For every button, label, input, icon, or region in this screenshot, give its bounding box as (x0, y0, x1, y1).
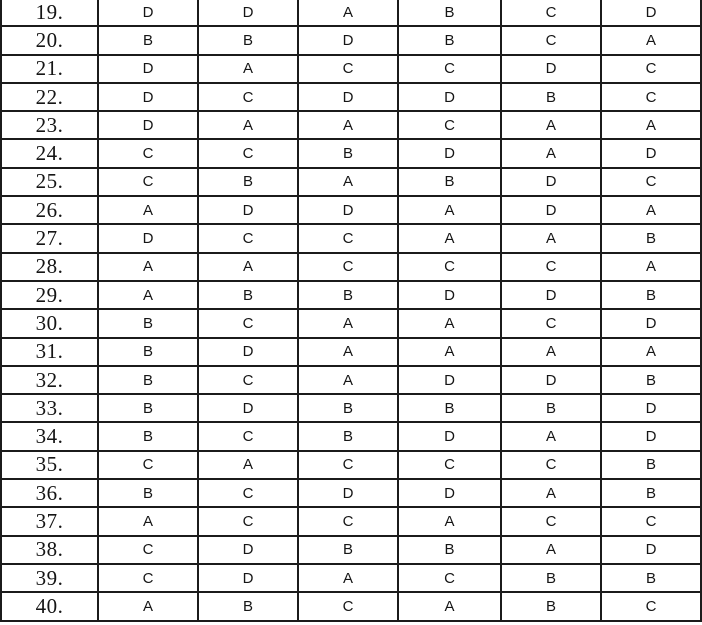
table-row (1, 253, 701, 281)
answer-cell: A (398, 338, 501, 366)
table-row (1, 507, 701, 535)
answer-cell: D (501, 168, 601, 196)
answer-cell: A (398, 196, 501, 224)
answer-cell: B (601, 564, 701, 592)
answer-cell: C (298, 224, 398, 252)
answer-table-body (1, 0, 701, 621)
answer-cell: D (501, 196, 601, 224)
table-row (1, 0, 701, 26)
question-number: 40. (1, 592, 98, 620)
table-row (1, 111, 701, 139)
answer-cell: B (601, 281, 701, 309)
answer-cell: B (198, 168, 298, 196)
answer-cell: A (198, 451, 298, 479)
answer-cell: B (98, 26, 198, 54)
answer-cell: D (98, 55, 198, 83)
answer-cell: A (398, 224, 501, 252)
table-row (1, 26, 701, 54)
answer-cell: C (198, 224, 298, 252)
answer-cell: D (601, 139, 701, 167)
answer-cell: D (601, 309, 701, 337)
answer-cell: C (198, 507, 298, 535)
answer-cell: A (98, 507, 198, 535)
answer-cell: D (298, 26, 398, 54)
answer-cell: A (398, 309, 501, 337)
answer-cell: A (98, 253, 198, 281)
table-row (1, 281, 701, 309)
answer-cell: C (501, 507, 601, 535)
table-row (1, 536, 701, 564)
question-number: 31. (1, 338, 98, 366)
answer-cell: D (501, 366, 601, 394)
table-row (1, 451, 701, 479)
answer-cell: A (601, 26, 701, 54)
question-number: 35. (1, 451, 98, 479)
answer-cell: A (298, 564, 398, 592)
answer-cell: B (298, 394, 398, 422)
answer-cell: A (298, 111, 398, 139)
answer-cell: D (398, 366, 501, 394)
answer-cell: A (298, 338, 398, 366)
question-number: 21. (1, 55, 98, 83)
answer-cell: C (601, 592, 701, 620)
answer-cell: A (601, 338, 701, 366)
question-number: 33. (1, 394, 98, 422)
answer-cell: C (198, 479, 298, 507)
answer-cell: A (501, 338, 601, 366)
answer-cell: D (601, 422, 701, 450)
question-number: 24. (1, 139, 98, 167)
answer-cell: D (98, 83, 198, 111)
question-number: 22. (1, 83, 98, 111)
answer-cell: A (501, 422, 601, 450)
answer-cell: B (601, 479, 701, 507)
answer-cell: B (398, 26, 501, 54)
answer-cell: C (501, 0, 601, 26)
answer-cell: A (501, 536, 601, 564)
answer-cell: D (601, 0, 701, 26)
answer-cell: D (98, 224, 198, 252)
answer-cell: C (398, 55, 501, 83)
answer-cell: C (601, 55, 701, 83)
answer-cell: A (601, 253, 701, 281)
table-row (1, 224, 701, 252)
answer-cell: A (298, 168, 398, 196)
table-row (1, 83, 701, 111)
answer-cell: D (198, 338, 298, 366)
question-number: 27. (1, 224, 98, 252)
answer-cell: C (398, 564, 501, 592)
table-row (1, 139, 701, 167)
answer-cell: A (601, 111, 701, 139)
answer-cell: C (198, 83, 298, 111)
answer-cell: C (398, 253, 501, 281)
answer-cell: D (601, 536, 701, 564)
answer-cell: B (98, 422, 198, 450)
answer-cell: C (98, 564, 198, 592)
table-row (1, 366, 701, 394)
answer-cell: B (398, 536, 501, 564)
question-number: 29. (1, 281, 98, 309)
answer-cell: C (298, 507, 398, 535)
answer-cell: C (398, 451, 501, 479)
answer-cell: B (298, 139, 398, 167)
answer-cell: C (501, 253, 601, 281)
table-row (1, 309, 701, 337)
table-row (1, 168, 701, 196)
answer-cell: C (601, 168, 701, 196)
answer-cell: D (601, 394, 701, 422)
answer-cell: D (298, 83, 398, 111)
question-number: 34. (1, 422, 98, 450)
answer-cell: B (501, 564, 601, 592)
answer-cell: A (198, 253, 298, 281)
question-number: 23. (1, 111, 98, 139)
answer-cell: D (198, 0, 298, 26)
answer-cell: C (501, 26, 601, 54)
answer-cell: C (198, 422, 298, 450)
answer-cell: C (501, 309, 601, 337)
answer-cell: D (501, 281, 601, 309)
answer-cell: C (98, 139, 198, 167)
answer-cell: A (298, 366, 398, 394)
answer-cell: D (398, 281, 501, 309)
table-row (1, 196, 701, 224)
question-number: 32. (1, 366, 98, 394)
table-row (1, 338, 701, 366)
answer-cell: D (298, 196, 398, 224)
answer-cell: C (98, 168, 198, 196)
question-number: 36. (1, 479, 98, 507)
answer-cell: D (198, 536, 298, 564)
question-number: 37. (1, 507, 98, 535)
answer-cell: A (501, 111, 601, 139)
table-row (1, 479, 701, 507)
answer-cell: B (98, 394, 198, 422)
answer-cell: C (601, 507, 701, 535)
question-number: 38. (1, 536, 98, 564)
answer-cell: C (198, 309, 298, 337)
answer-cell: D (198, 394, 298, 422)
answer-cell: B (601, 451, 701, 479)
answer-cell: D (98, 111, 198, 139)
answer-cell: B (298, 281, 398, 309)
answer-cell: D (98, 0, 198, 26)
answer-cell: D (398, 83, 501, 111)
answer-cell: C (398, 111, 501, 139)
answer-cell: C (298, 55, 398, 83)
answer-cell: A (198, 111, 298, 139)
question-number: 39. (1, 564, 98, 592)
answer-cell: A (601, 196, 701, 224)
answer-cell: C (198, 139, 298, 167)
answer-cell: C (298, 451, 398, 479)
answer-cell: D (501, 55, 601, 83)
answer-cell: A (501, 139, 601, 167)
answer-cell: A (98, 281, 198, 309)
question-number: 26. (1, 196, 98, 224)
answer-cell: D (198, 196, 298, 224)
answer-cell: B (98, 309, 198, 337)
question-number: 19. (1, 0, 98, 26)
answer-cell: C (501, 451, 601, 479)
answer-cell: B (198, 592, 298, 620)
answer-cell: B (501, 592, 601, 620)
answer-cell: A (501, 224, 601, 252)
answer-cell: D (398, 139, 501, 167)
answer-cell: C (98, 536, 198, 564)
answer-cell: A (298, 0, 398, 26)
answer-cell: A (398, 507, 501, 535)
answer-cell: B (398, 0, 501, 26)
answer-cell: D (398, 479, 501, 507)
answer-cell: B (501, 83, 601, 111)
answer-cell: C (198, 366, 298, 394)
answer-cell: C (298, 253, 398, 281)
answer-cell: C (298, 592, 398, 620)
answer-cell: D (198, 564, 298, 592)
answer-cell: A (398, 592, 501, 620)
answer-cell: B (98, 338, 198, 366)
question-number: 25. (1, 168, 98, 196)
answer-cell: B (398, 168, 501, 196)
answer-cell: A (98, 196, 198, 224)
answer-cell: B (298, 536, 398, 564)
table-row (1, 394, 701, 422)
table-row (1, 55, 701, 83)
answer-cell: C (601, 83, 701, 111)
answer-cell: A (198, 55, 298, 83)
question-number: 28. (1, 253, 98, 281)
answer-cell: B (198, 26, 298, 54)
answer-cell: B (601, 224, 701, 252)
table-row (1, 564, 701, 592)
answer-cell: B (98, 479, 198, 507)
table-row (1, 422, 701, 450)
answer-cell: D (298, 479, 398, 507)
answer-cell: A (98, 592, 198, 620)
answer-cell: B (98, 366, 198, 394)
answer-cell: B (198, 281, 298, 309)
question-number: 30. (1, 309, 98, 337)
answer-cell: B (298, 422, 398, 450)
answer-cell: C (98, 451, 198, 479)
answer-cell: A (298, 309, 398, 337)
answer-cell: A (501, 479, 601, 507)
table-row (1, 592, 701, 620)
answer-cell: B (601, 366, 701, 394)
answer-cell: B (398, 394, 501, 422)
question-number: 20. (1, 26, 98, 54)
answer-cell: D (398, 422, 501, 450)
answer-cell: B (501, 394, 601, 422)
